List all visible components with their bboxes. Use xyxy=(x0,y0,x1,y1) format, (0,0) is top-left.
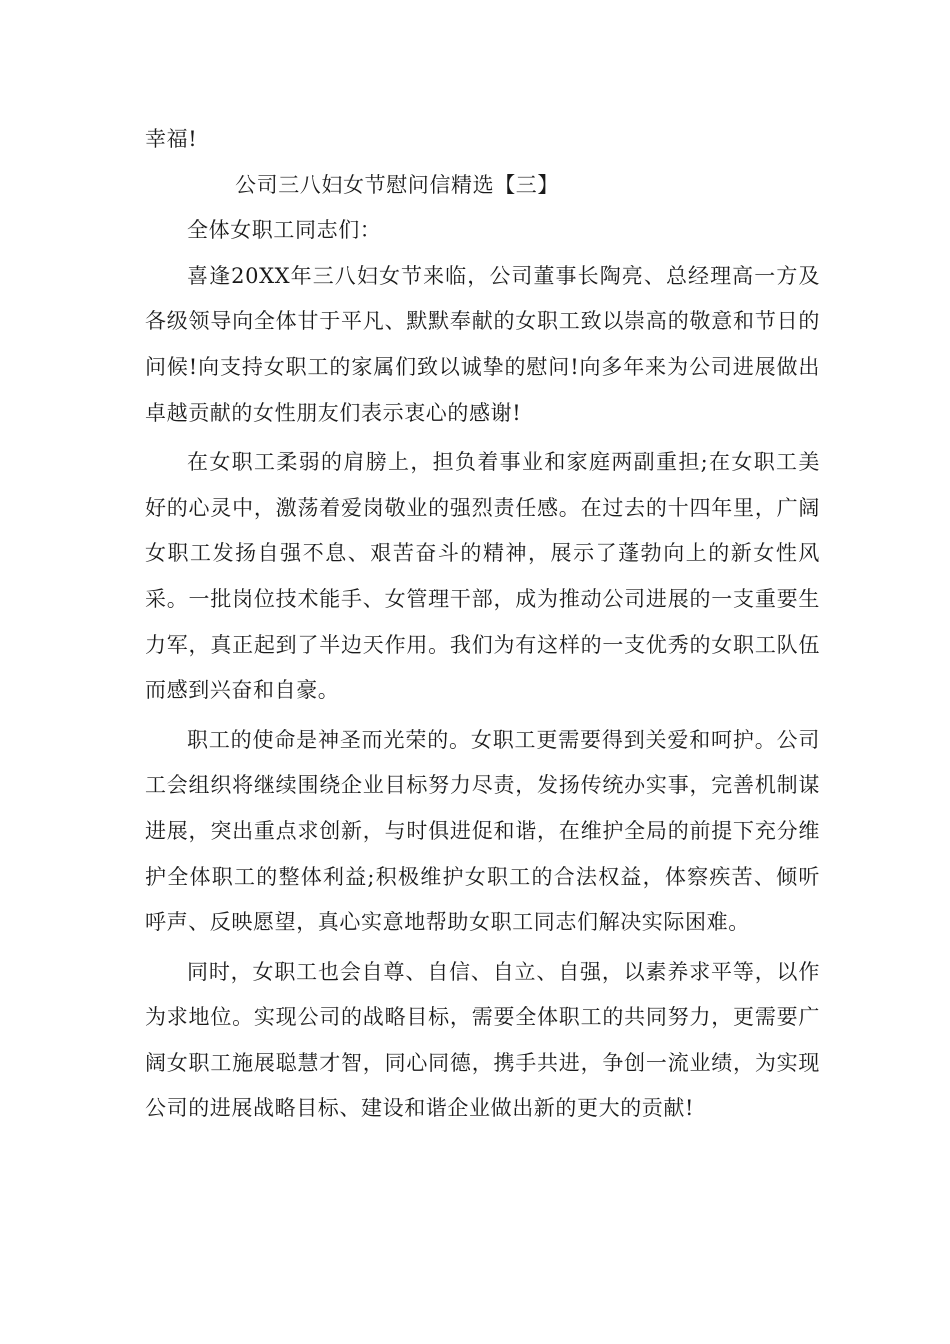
paragraph-4: 同时，女职工也会自尊、自信、自立、自强，以素养求平等，以作为求地位。实现公司的战略目标，需要全体职工的共同努力，更需要广阔女职工施展聪慧才智，同心同德，携手共进，争创一流业绩，为实现公司的进展战略目标、建设和谐企业做出新的更大的贡献! xyxy=(145,959,820,1121)
section-title: 公司三八妇女节慰问信精选【三】 xyxy=(235,172,559,197)
letter-body xyxy=(145,117,820,1132)
paragraph-2: 在女职工柔弱的肩膀上，担负着事业和家庭两副重担;在女职工美好的心灵中，激荡着爱岗敬业的强烈责任感。在过去的十四年里，广阔女职工发扬自强不息、艰苦奋斗的精神，展示了蓬勃向上的新女性风采。一批岗位技术能手、女管理干部，成为推动公司进展的一支重要生力军，真正起到了半边天作用。我们为有这样的一支优秀的女职工队伍而感到兴奋和自豪。 xyxy=(145,450,820,703)
paragraph-1: 喜逢20XX年三八妇女节来临，公司董事长陶亮、总经理高一方及各级领导向全体甘于平凡、默默奉献的女职工致以崇高的敬意和节日的问候!向支持女职工的家属们致以诚挚的慰问!向多年来为公司进展做出卓越贡献的女性朋友们表示衷心的感谢! xyxy=(145,263,820,425)
paragraph-3: 职工的使命是神圣而光荣的。女职工更需要得到关爱和呵护。公司工会组织将继续围绕企业目标努力尽责，发扬传统办实事，完善机制谋进展，突出重点求创新，与时俱进促和谐，在维护全局的前提下充分维护全体职工的整体利益;积极维护女职工的合法权益，体察疾苦、倾听呼声、反映愿望，真心实意地帮助女职工同志们解决实际困难。 xyxy=(145,727,820,935)
continuation-text: 幸福! xyxy=(145,127,198,151)
salutation: 全体女职工同志们： xyxy=(187,218,382,243)
